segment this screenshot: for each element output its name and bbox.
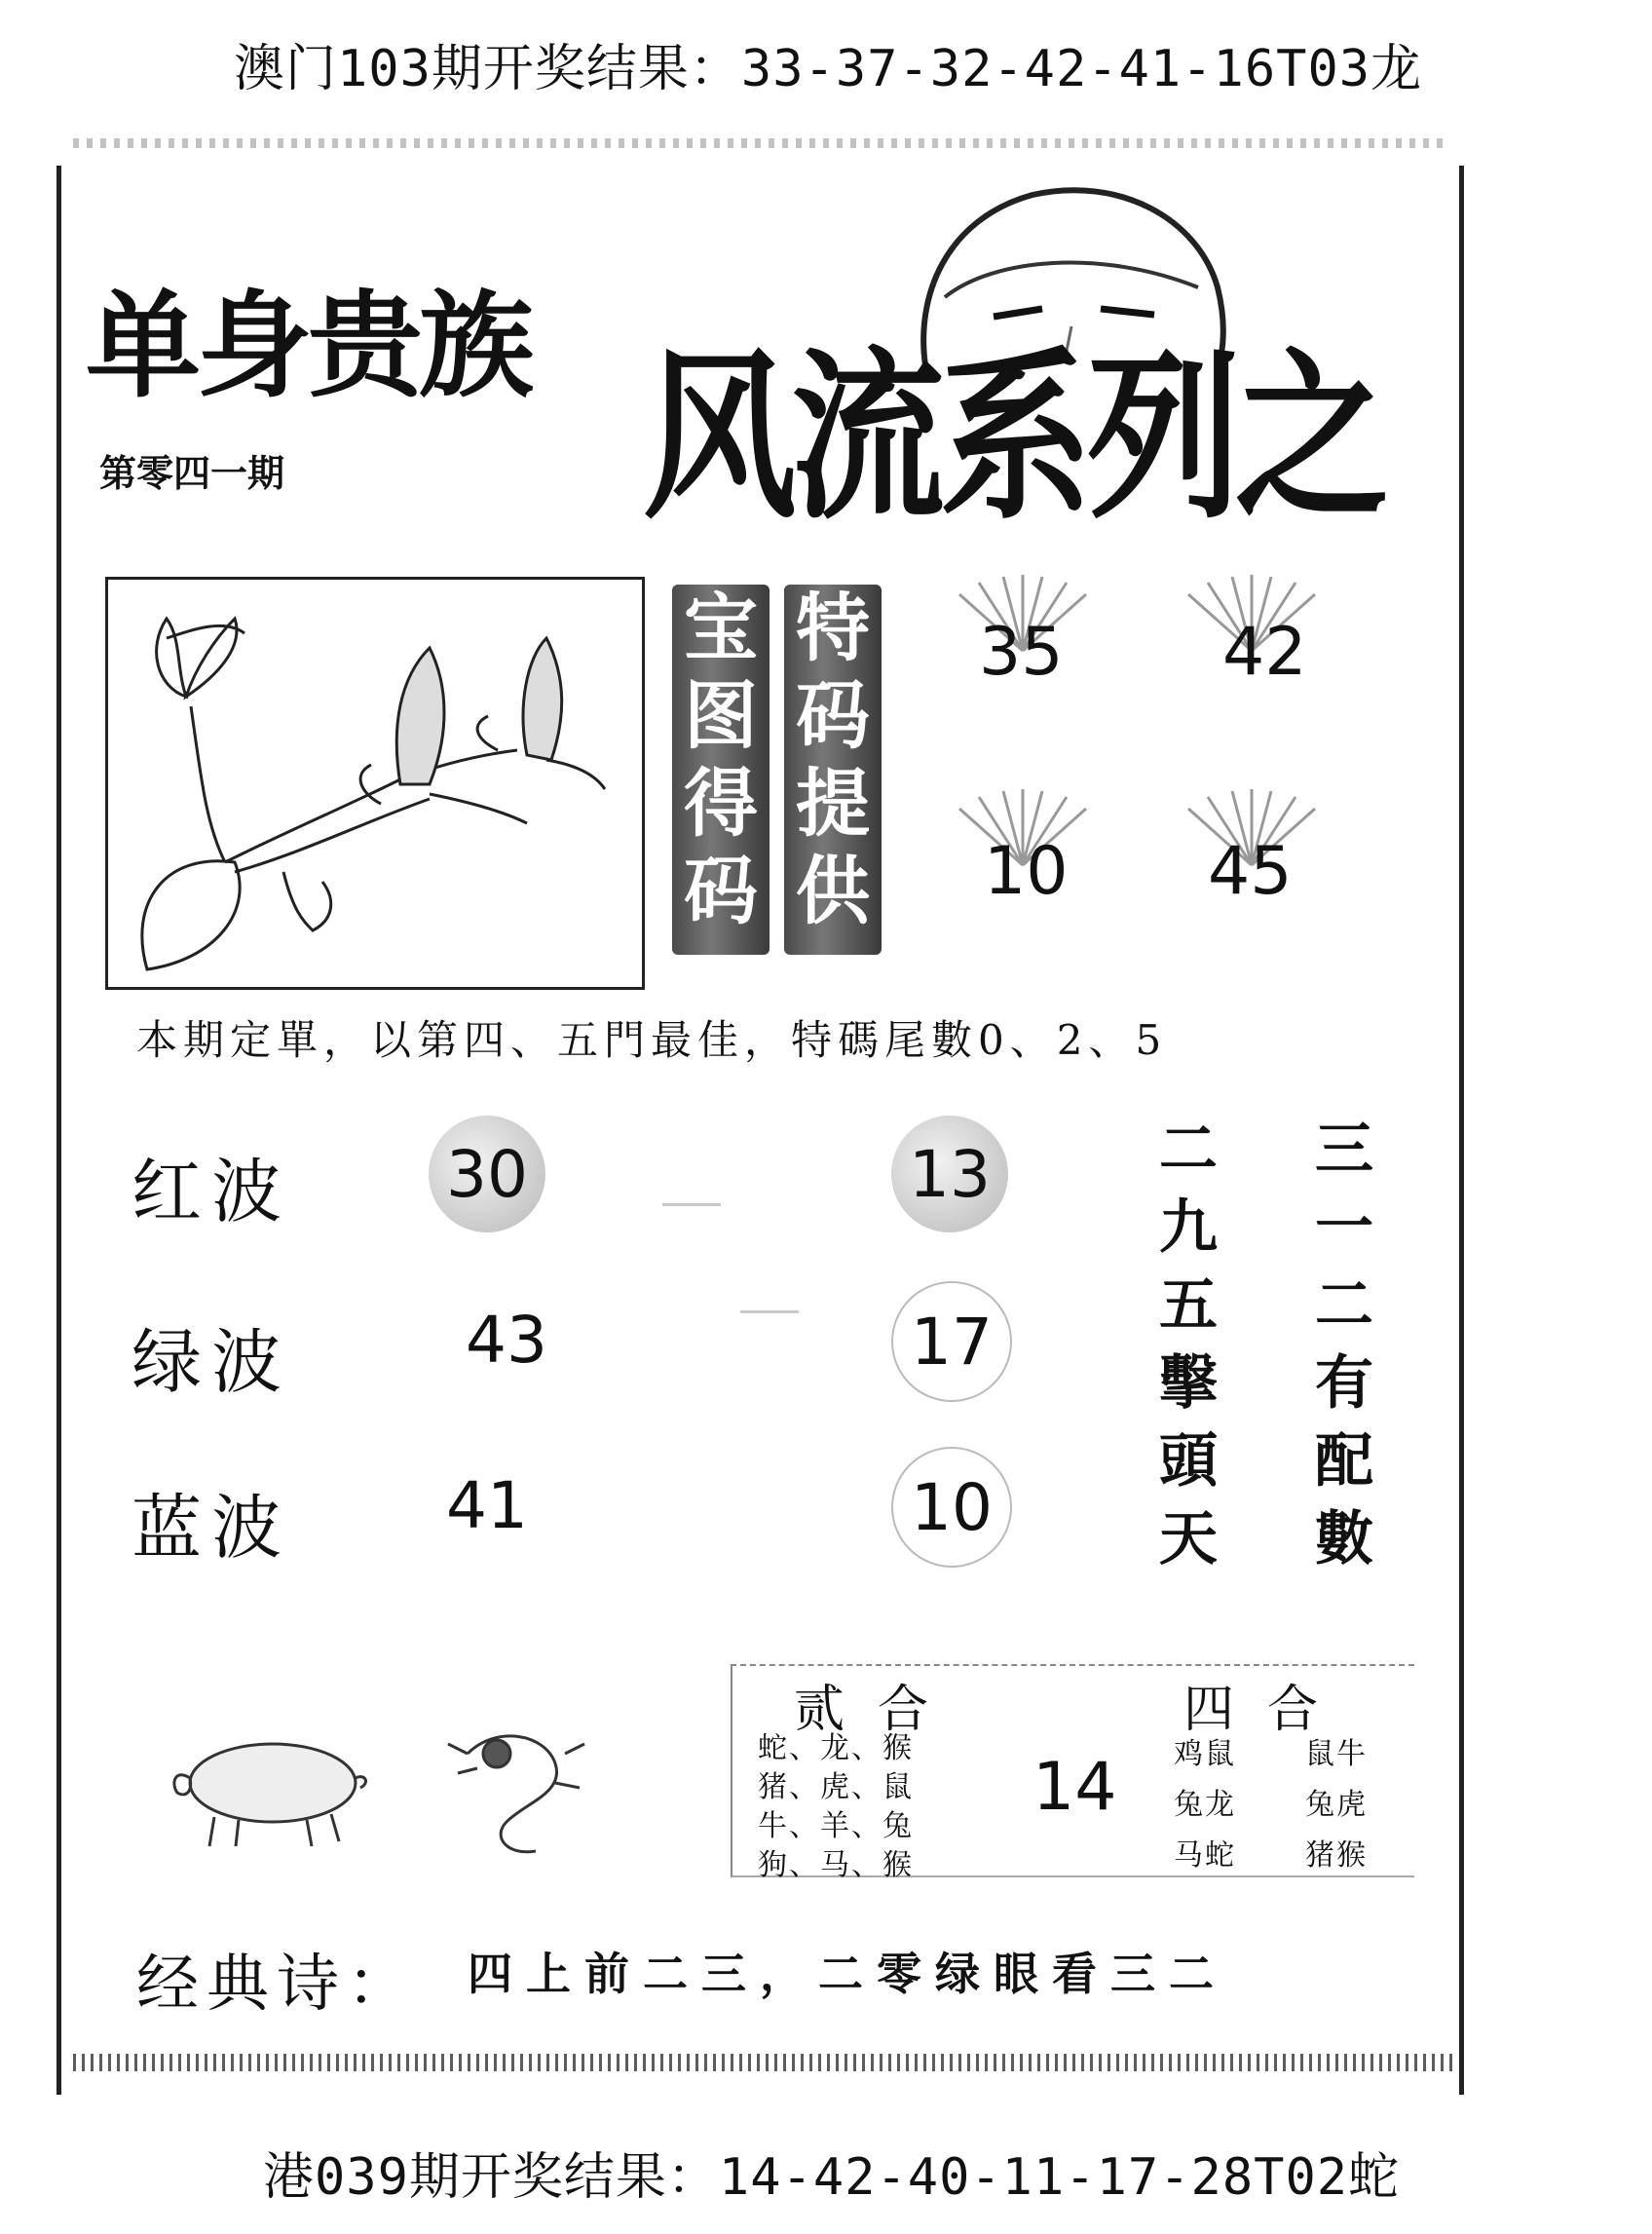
zodiac-pair: 兔虎 xyxy=(1305,1788,1368,1822)
vertical-text-left xyxy=(1149,1111,1227,1578)
notice-text: 本期定單，以第四、五門最佳，特碼尾數0、2、5 xyxy=(136,1016,1168,1064)
pig-illustration xyxy=(166,1724,370,1851)
divider xyxy=(662,1203,721,1206)
zodiac-right-heading: 四合 xyxy=(1183,1681,1352,1739)
vertical-char: 二 xyxy=(1159,1116,1218,1184)
frame-bottom-border xyxy=(73,2054,1456,2071)
divider xyxy=(740,1310,799,1313)
wave-number: 10 xyxy=(891,1447,1012,1568)
vertical-char: 三 xyxy=(1315,1116,1373,1184)
zodiac-pair: 兔龙 xyxy=(1174,1788,1236,1822)
wave-number: 30 xyxy=(429,1116,545,1232)
footer-result: 港039期开奖结果：14-42-40-11-17-28T02蛇 xyxy=(263,2148,1401,2207)
vertical-char: 九 xyxy=(1159,1193,1218,1262)
poem-text: 四上前二三，二零绿眼看三二 xyxy=(468,1948,1227,2000)
vertical-char: 二 xyxy=(1315,1271,1373,1340)
special-number: 35 xyxy=(979,614,1064,691)
vertical-char: 天 xyxy=(1159,1505,1218,1573)
vertical-char: 五 xyxy=(1159,1271,1218,1340)
poem-label: 经典诗： xyxy=(136,1949,417,2021)
wave-label-red: 红波 xyxy=(131,1151,292,1232)
dragon-illustration xyxy=(438,1715,594,1861)
vertical-char: 擊 xyxy=(1159,1349,1218,1418)
vertical-char: 特 xyxy=(796,585,870,671)
zodiac-row: 狗、马、猴 xyxy=(758,1848,914,1882)
zodiac-right-col-2 xyxy=(1305,1729,1368,1881)
wave-number: 13 xyxy=(891,1116,1008,1232)
wave-label-green: 绿波 xyxy=(131,1321,292,1403)
vertical-char: 一 xyxy=(1315,1193,1373,1262)
zodiac-row: 牛、羊、兔 xyxy=(758,1809,914,1843)
vertical-char: 供 xyxy=(796,848,870,934)
vertical-char: 頭 xyxy=(1159,1427,1218,1496)
wave-number: 43 xyxy=(466,1302,547,1378)
vertical-char: 码 xyxy=(684,848,758,934)
vertical-char: 有 xyxy=(1315,1349,1373,1418)
vertical-char: 得 xyxy=(684,760,758,847)
series-title: 风流系列之 xyxy=(643,332,1383,545)
vertical-char: 提 xyxy=(796,760,870,847)
vertical-char: 宝 xyxy=(684,585,758,671)
wave-number: 17 xyxy=(891,1281,1012,1402)
zodiac-row: 蛇、龙、猴 xyxy=(758,1731,914,1765)
zodiac-left-list xyxy=(758,1729,914,1885)
zodiac-pair: 猪猴 xyxy=(1305,1838,1368,1873)
zodiac-left-heading: 贰合 xyxy=(794,1681,962,1739)
wave-number: 41 xyxy=(446,1467,528,1543)
zodiac-center-number: 14 xyxy=(1032,1749,1117,1826)
issue-label: 第零四一期 xyxy=(99,452,285,495)
vertical-box-treasure xyxy=(672,585,770,955)
vertical-char: 码 xyxy=(796,672,870,759)
special-number: 10 xyxy=(984,833,1069,910)
vertical-box-special xyxy=(784,585,882,955)
wave-label-blue: 蓝波 xyxy=(131,1487,292,1569)
vertical-text-right xyxy=(1305,1111,1383,1578)
zodiac-right-col-1 xyxy=(1174,1729,1236,1881)
vertical-char: 數 xyxy=(1315,1505,1373,1573)
frame-top-border xyxy=(73,138,1446,148)
vertical-char: 配 xyxy=(1315,1427,1373,1496)
zodiac-row: 猪、虎、鼠 xyxy=(758,1770,914,1804)
header-result: 澳门103期开奖结果：33-37-32-42-41-16T03龙 xyxy=(234,40,1423,98)
flower-illustration xyxy=(108,580,642,987)
flower-panel xyxy=(105,577,645,990)
special-number: 45 xyxy=(1208,833,1293,910)
vertical-char: 图 xyxy=(684,672,758,759)
title-left: 单身贵族 xyxy=(86,278,531,413)
special-number: 42 xyxy=(1222,614,1307,691)
zodiac-pair: 鼠牛 xyxy=(1305,1737,1368,1771)
zodiac-pair: 鸡鼠 xyxy=(1174,1737,1236,1771)
zodiac-pair: 马蛇 xyxy=(1174,1838,1236,1873)
